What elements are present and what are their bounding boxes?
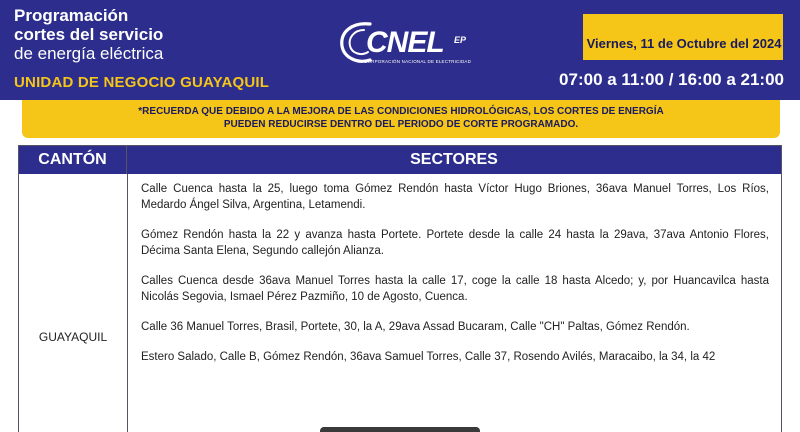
business-unit-label: UNIDAD DE NEGOCIO GUAYAQUIL <box>14 74 270 91</box>
table-header <box>19 146 781 174</box>
notice-line2: PUEDEN REDUCIRSE DENTRO DEL PERIODO DE CORTE PROGRAMADO. <box>223 119 579 130</box>
canton-cell: GUAYAQUIL <box>38 330 108 344</box>
cnel-logo <box>336 18 496 68</box>
logo-suffix: EP <box>454 35 467 45</box>
sector-item: Calles Cuenca desde 36ava Manuel Torres hasta la calle 17, coge la calle 18 hasta Alcedo; y, por Huancavilca hasta Nicolás Segovia, Ismael Pérez Pazmiño, 10 de Agosto, Cuenca. <box>141 275 769 303</box>
column-header-sectores: SECTORES <box>410 151 498 168</box>
sector-item: Gómez Rendón hasta la 22 y avanza hasta Portete. Portete desde la calle 24 hasta la 29ava, 37ava Antonio Flores, Décima Santa Elena, Segundo callejón Alianza. <box>141 229 769 257</box>
header-title <box>14 6 163 63</box>
sectors-cell <box>129 181 769 379</box>
header-banner <box>0 0 800 100</box>
sector-item: Estero Salado, Calle B, Gómez Rendón, 36ava Samuel Torres, Calle 37, Rosendo Avilés, Maracaibo, la 34, la 42 <box>141 351 716 363</box>
outage-hours: 07:00 a 11:00 / 16:00 a 21:00 <box>559 70 784 89</box>
header-title-line2: cortes del servicio <box>14 25 164 44</box>
logo-wordmark: CNEL <box>366 26 444 59</box>
notice-line1: *RECUERDA QUE DEBIDO A LA MEJORA DE LAS CONDICIONES HIDROLÓGICAS, LOS CORTES DE ENERGÍA <box>138 106 664 117</box>
logo-subtitle: CORPORACIÓN NACIONAL DE ELECTRICIDAD <box>364 59 472 64</box>
date-text: Viernes, 11 de Octubre del 2024 <box>586 36 782 51</box>
date-badge <box>583 14 783 60</box>
bottom-tab-handle <box>320 427 480 432</box>
schedule-table <box>18 145 782 432</box>
column-divider <box>127 174 128 432</box>
notice-banner <box>22 100 780 138</box>
header-title-line3: de energía eléctrica <box>14 44 164 63</box>
column-header-canton: CANTÓN <box>19 146 127 174</box>
header-title-line1: Programación <box>14 6 129 25</box>
sector-item: Calle 36 Manuel Torres, Brasil, Portete, 30, la A, 29ava Assad Bucaram, Calle "CH" Paltas, Gómez Rendón. <box>141 321 690 333</box>
sector-item: Calle Cuenca hasta la 25, luego toma Gómez Rendón hasta Víctor Hugo Briones, 36ava Manuel Torres, Los Ríos, Medardo Ángel Silva, Argentina, Letamendi. <box>141 183 769 211</box>
